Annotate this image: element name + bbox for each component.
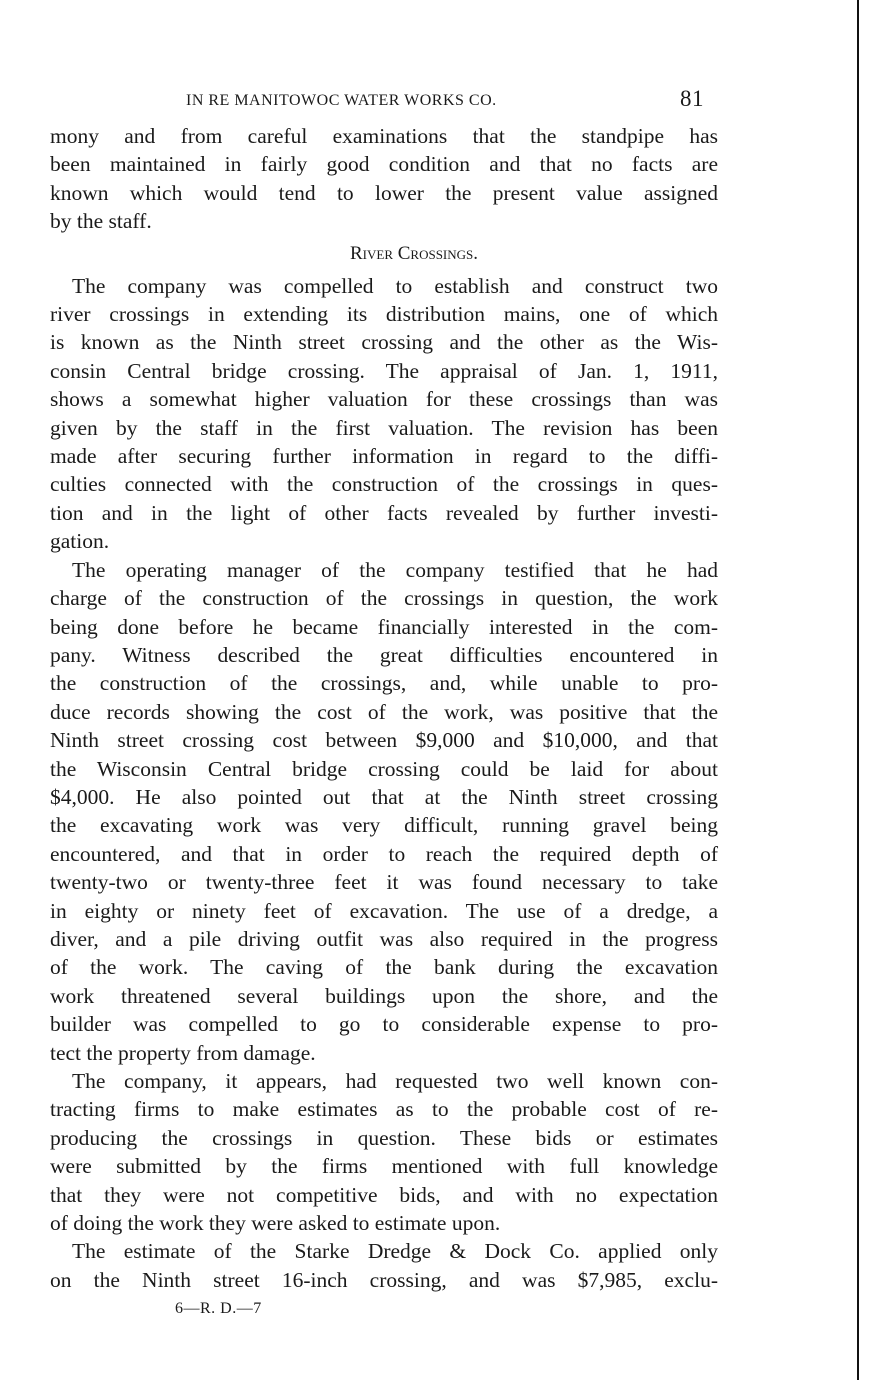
text-line: The estimate of the Starke Dredge & Dock Co. applied only xyxy=(72,1239,718,1264)
text-line: consin Central bridge crossing. The appraisal of Jan. 1, 1911, xyxy=(50,358,718,383)
text-line: $4,000. He also pointed out that at the Ninth street crossing xyxy=(50,784,718,809)
text-line: tect the property from damage. xyxy=(50,1040,316,1065)
text-line: work threatened several buildings upon the shore, and the xyxy=(50,983,718,1008)
text-line: diver, and a pile driving outfit was also required in the progress xyxy=(50,926,718,951)
text-line: encountered, and that in order to reach the required depth of xyxy=(50,841,718,866)
text-line: tion and in the light of other facts revealed by further investi- xyxy=(50,500,718,525)
text-line: producing the crossings in question. These bids or estimates xyxy=(50,1125,718,1150)
text-line: tracting firms to make estimates as to the probable cost of re- xyxy=(50,1097,718,1122)
text-line: been maintained in fairly good condition and that no facts are xyxy=(50,152,718,177)
text-line: the Wisconsin Central bridge crossing could be laid for about xyxy=(50,756,718,781)
body-text xyxy=(50,122,718,1294)
text-line: were submitted by the firms mentioned with full knowledge xyxy=(50,1154,718,1179)
text-line: charge of the construction of the crossings in question, the work xyxy=(50,586,718,611)
text-line: of the work. The caving of the bank during the excavation xyxy=(50,955,718,980)
text-line: by the staff. xyxy=(50,209,152,234)
text-line: made after securing further information in regard to the diffi- xyxy=(50,444,718,469)
text-line: the construction of the crossings, and, while unable to pro- xyxy=(50,671,718,696)
text-line: The company was compelled to establish and construct two xyxy=(72,273,718,298)
text-line: on the Ninth street 16-inch crossing, and was $7,985, exclu- xyxy=(50,1267,718,1292)
text-line: gation. xyxy=(50,529,110,554)
text-line: mony and from careful examinations that the standpipe has xyxy=(50,124,718,148)
text-line: that they were not competitive bids, and with no expectation xyxy=(50,1182,718,1207)
text-line: known which would tend to lower the present value assigned xyxy=(50,180,718,205)
text-line: in eighty or ninety feet of excavation. The use of a dredge, a xyxy=(50,898,718,923)
text-line: of doing the work they were asked to estimate upon. xyxy=(50,1211,501,1236)
text-line: The operating manager of the company testified that he had xyxy=(72,557,718,582)
page-edge-line xyxy=(857,0,859,1380)
text-line: being done before he became financially interested in the com- xyxy=(50,614,718,639)
page-number: 81 xyxy=(680,86,704,111)
signature-mark: 6—R. D.—7 xyxy=(175,1300,262,1317)
text-line: pany. Witness described the great difficulties encountered in xyxy=(50,642,718,667)
paragraph xyxy=(50,122,718,236)
text-line: The company, it appears, had requested two well known con- xyxy=(72,1069,718,1093)
text-line: is known as the Ninth street crossing and the other as the Wis- xyxy=(50,330,718,355)
running-head-title: IN RE MANITOWOC WATER WORKS CO. xyxy=(186,92,497,109)
text-line: the excavating work was very difficult, running gravel being xyxy=(50,813,718,838)
running-head xyxy=(50,82,718,122)
text-line: shows a somewhat higher valuation for these crossings than was xyxy=(50,387,718,412)
text-line: duce records showing the cost of the work, was positive that the xyxy=(50,699,718,724)
section-heading: River Crossings. xyxy=(349,242,479,264)
document-page xyxy=(50,82,718,1294)
paragraph xyxy=(50,1067,718,1237)
text-line: twenty-two or twenty-three feet it was found necessary to take xyxy=(50,870,718,895)
text-line: given by the staff in the first valuation. The revision has been xyxy=(50,415,718,440)
text-line: river crossings in extending its distribution mains, one of which xyxy=(50,302,718,327)
text-line: culties connected with the construction of the crossings in ques- xyxy=(50,472,718,497)
text-line: builder was compelled to go to considerable expense to pro- xyxy=(50,1012,718,1037)
paragraph xyxy=(50,1237,718,1294)
paragraph xyxy=(50,272,718,556)
paragraph xyxy=(50,556,718,1067)
text-line: Ninth street crossing cost between $9,000 and $10,000, and that xyxy=(50,728,718,753)
